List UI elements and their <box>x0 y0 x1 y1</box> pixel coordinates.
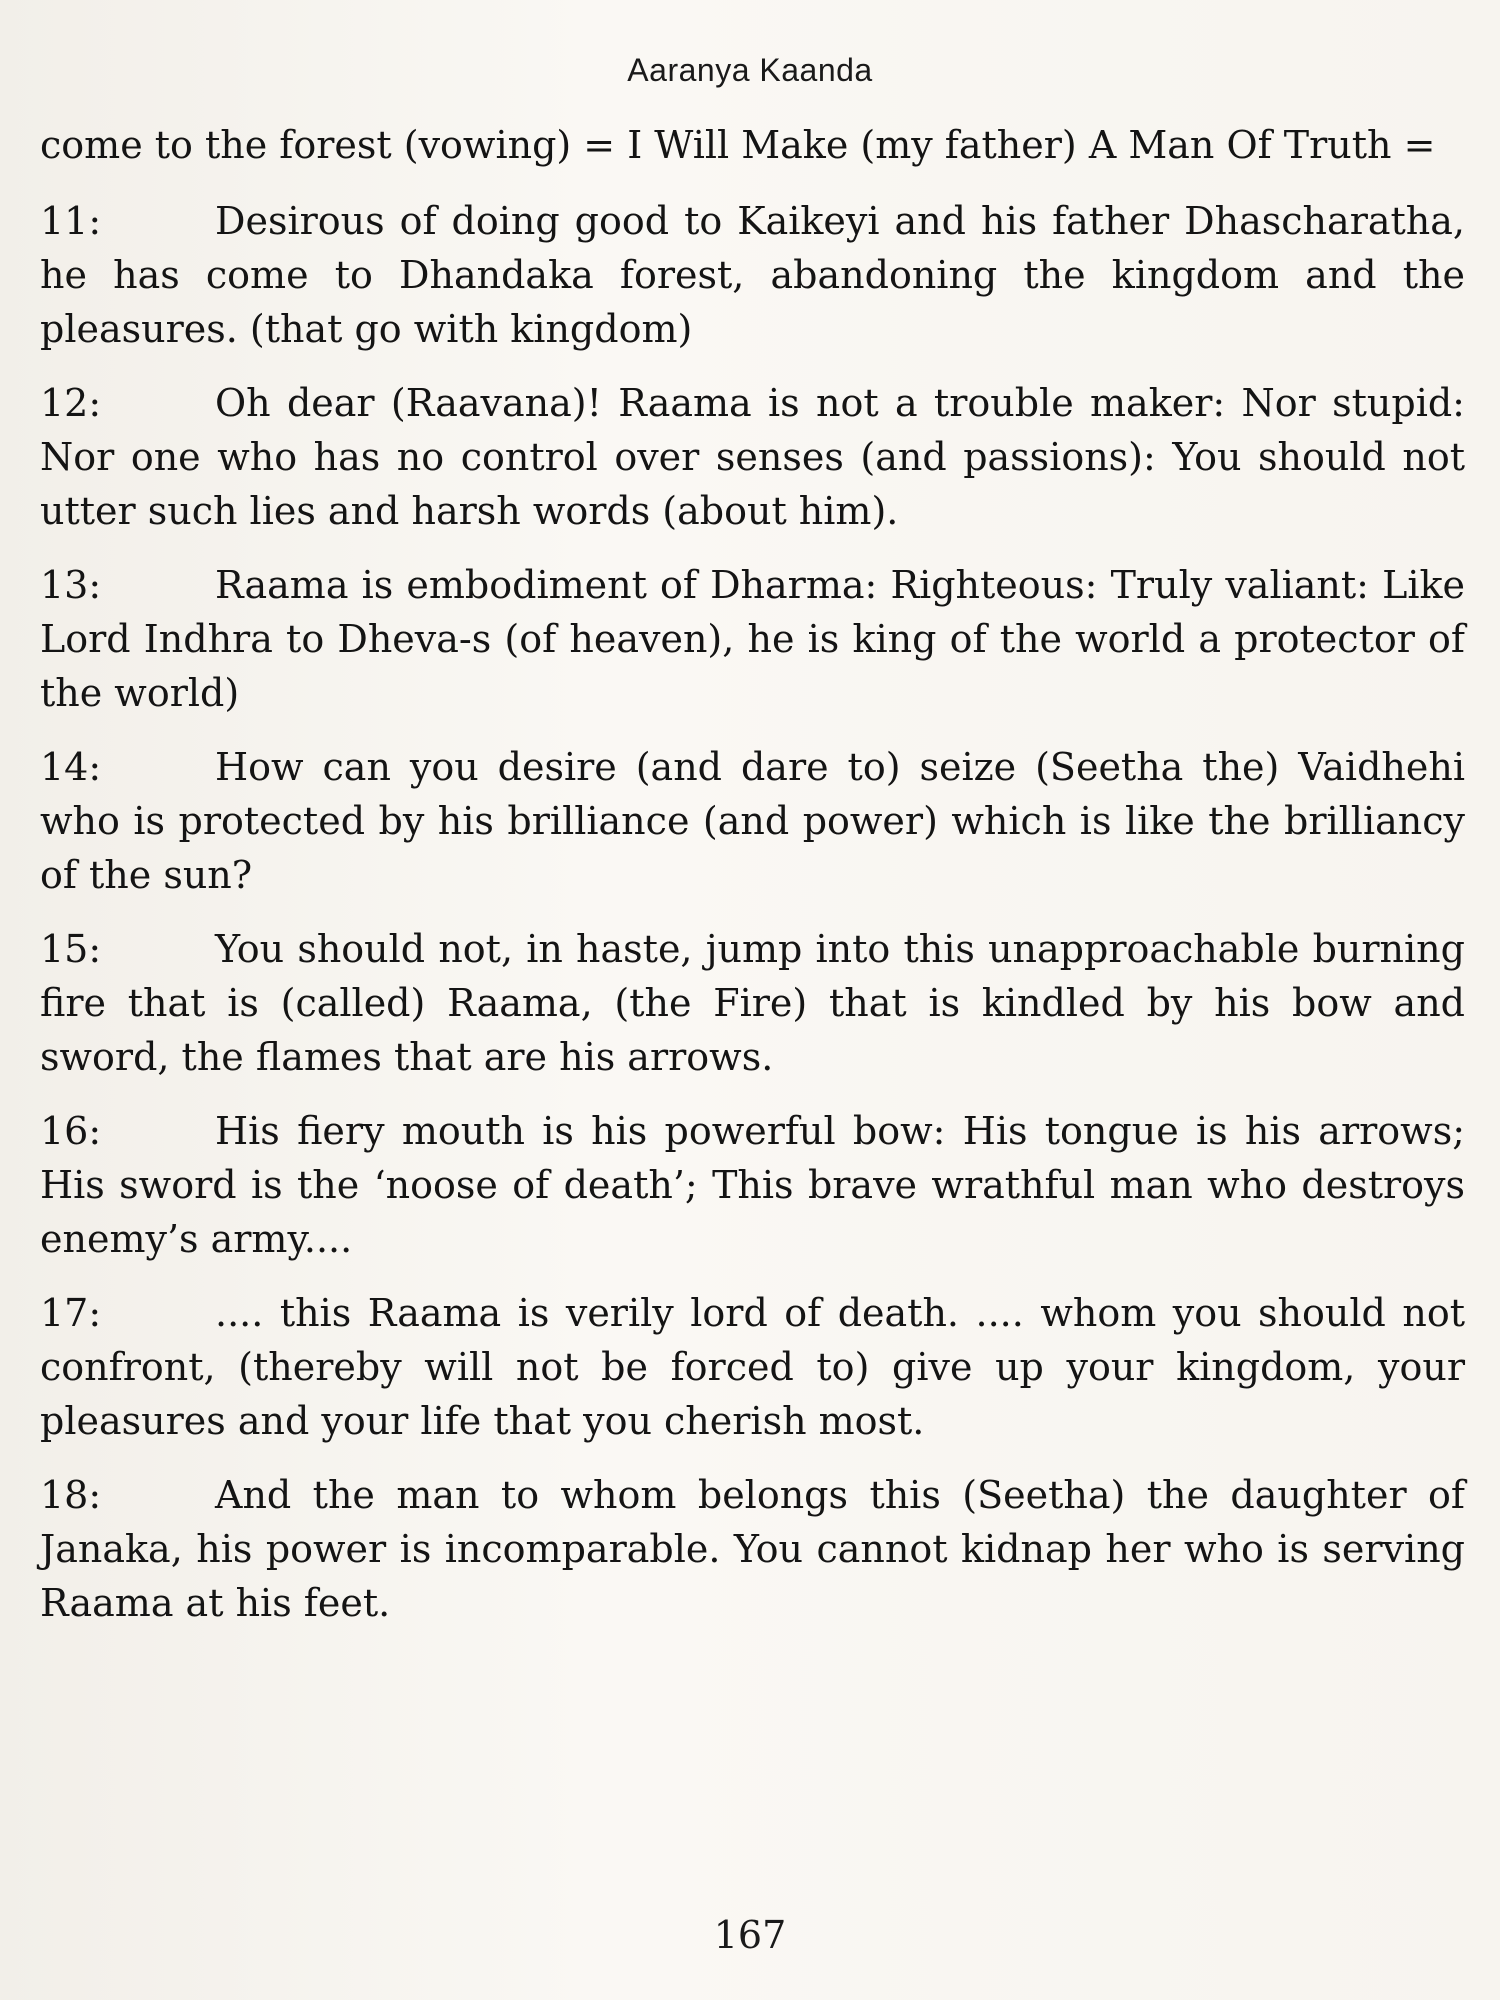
verse-number: 13: <box>40 563 102 607</box>
running-header: Aaranya Kaanda <box>627 52 873 88</box>
verse-12 <box>40 376 1465 538</box>
verse-13 <box>40 558 1465 720</box>
verse-14 <box>40 740 1465 902</box>
verse-number: 15: <box>40 927 102 971</box>
page-number: 167 <box>713 1913 787 1957</box>
verse-text: You should not, in haste, jump into this unapproachable burning fire that is (called) Raama, (the Fire) that is kindled by his bow and sword, the flames that are his arrows. <box>40 927 1465 1079</box>
verse-16 <box>40 1104 1465 1266</box>
intro-paragraph: come to the forest (vowing) = I Will Make (my father) A Man Of Truth = <box>40 123 1436 167</box>
verse-15 <box>40 922 1465 1084</box>
verse-number: 12: <box>40 381 102 425</box>
verse-number: 14: <box>40 745 102 789</box>
verse-text: Oh dear (Raavana)! Raama is not a trouble maker: Nor stupid: Nor one who has no control over senses (and passions): You should not utter such lies and harsh words (about him). <box>40 381 1465 533</box>
verse-11 <box>40 194 1465 356</box>
verse-number: 18: <box>40 1473 102 1517</box>
verse-text: And the man to whom belongs this (Seetha) the daughter of Janaka, his power is incomparable. You cannot kidnap her who is serving Raama at his feet. <box>40 1473 1465 1625</box>
verse-18 <box>40 1468 1465 1630</box>
verse-text: Raama is embodiment of Dharma: Righteous: Truly valiant: Like Lord Indhra to Dheva-s (of heaven), he is king of the world a protector of the world) <box>40 563 1465 715</box>
verse-17 <box>40 1286 1465 1448</box>
verse-number: 11: <box>40 199 102 243</box>
verse-number: 17: <box>40 1291 102 1335</box>
verse-text: Desirous of doing good to Kaikeyi and his father Dhascharatha, he has come to Dhandaka forest, abandoning the kingdom and the pleasures. (that go with kingdom) <box>40 199 1465 351</box>
page-body <box>40 118 1465 1650</box>
verse-number: 16: <box>40 1109 102 1153</box>
verse-text: How can you desire (and dare to) seize (Seetha the) Vaidhehi who is protected by his brilliance (and power) which is like the brilliancy of the sun? <box>40 745 1465 897</box>
verse-text: His fiery mouth is his powerful bow: His tongue is his arrows; His sword is the ‘noose of death’; This brave wrathful man who destroys enemy’s army.... <box>40 1109 1465 1261</box>
verse-text: .... this Raama is verily lord of death. .... whom you should not confront, (thereby will not be forced to) give up your kingdom, your pleasures and your life that you cherish most. <box>40 1291 1465 1443</box>
